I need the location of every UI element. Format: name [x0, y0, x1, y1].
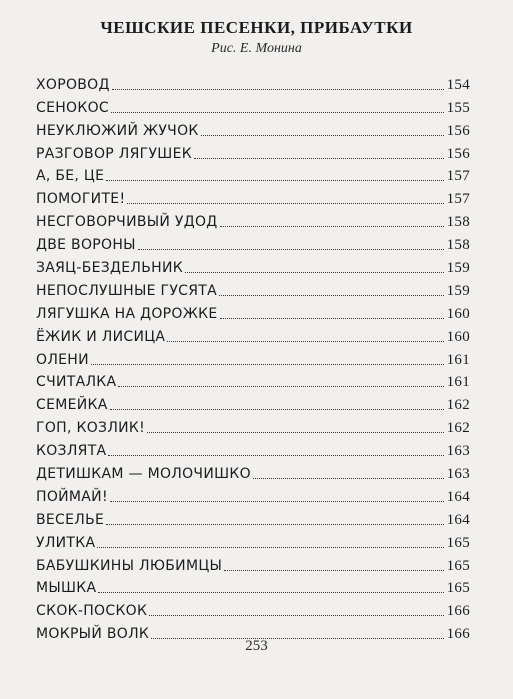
dot-leader — [138, 249, 444, 250]
dot-leader — [224, 570, 443, 571]
toc-entry-page: 159 — [446, 282, 470, 299]
toc-entry — [36, 94, 470, 117]
dot-leader — [253, 478, 444, 479]
toc-entry-title: ЁЖИК И ЛИСИЦА — [36, 328, 166, 345]
toc-entry — [36, 323, 470, 346]
table-of-contents — [36, 71, 470, 643]
toc-entry-title: ЗАЯЦ-БЕЗДЕЛЬНИК — [36, 260, 183, 277]
toc-entry-title: НЕУКЛЮЖИЙ ЖУЧОК — [36, 122, 199, 139]
dot-leader — [167, 341, 443, 342]
toc-entry-page: 158 — [446, 214, 470, 231]
toc-entry-page: 166 — [446, 626, 470, 643]
toc-entry — [36, 163, 470, 186]
dot-leader — [108, 455, 443, 456]
dot-leader — [220, 318, 444, 319]
dot-leader — [220, 226, 444, 227]
toc-entry-title: СЕНОКОС — [36, 99, 110, 116]
toc-entry-title: ДВЕ ВОРОНЫ — [36, 237, 136, 254]
dot-leader — [111, 112, 444, 113]
dot-leader — [118, 386, 443, 387]
dot-leader — [97, 547, 443, 548]
toc-entry-title: НЕСГОВОРЧИВЫЙ УДОД — [36, 214, 218, 231]
toc-entry — [36, 369, 470, 392]
toc-entry — [36, 346, 470, 369]
dot-leader — [127, 203, 443, 204]
toc-entry-title: ВЕСЕЛЬЕ — [36, 511, 105, 528]
toc-entry-page: 165 — [446, 534, 470, 551]
toc-entry-page: 160 — [446, 328, 470, 345]
toc-entry-page: 159 — [446, 260, 470, 277]
toc-entry-title: МОКРЫЙ ВОЛК — [36, 626, 150, 643]
dot-leader — [112, 89, 444, 90]
toc-entry-title: ХОРОВОД — [36, 76, 110, 93]
toc-entry — [36, 185, 470, 208]
toc-entry-title: КОЗЛЯТА — [36, 443, 107, 460]
toc-entry — [36, 529, 470, 552]
toc-entry — [36, 460, 470, 483]
dot-leader — [219, 295, 444, 296]
dot-leader — [147, 432, 444, 433]
toc-entry — [36, 277, 470, 300]
dot-leader — [91, 364, 444, 365]
dot-leader — [149, 615, 443, 616]
illustrator-credit: Рис. Е. Монина — [211, 41, 302, 56]
toc-entry-page: 164 — [446, 488, 470, 505]
toc-entry — [36, 117, 470, 140]
toc-entry-title: А, БЕ, ЦЕ — [36, 168, 105, 185]
section-title: ЧЕШСКИЕ ПЕСЕНКИ, ПРИБАУТКИ — [100, 18, 413, 37]
toc-entry — [36, 575, 470, 598]
toc-entry-page: 156 — [446, 122, 470, 139]
toc-entry-title: СЕМЕЙКА — [36, 397, 108, 414]
toc-entry-page: 155 — [446, 99, 470, 116]
toc-entry-title: РАЗГОВОР ЛЯГУШЕК — [36, 145, 192, 162]
toc-entry-page: 166 — [446, 603, 470, 620]
toc-entry — [36, 414, 470, 437]
toc-entry-page: 160 — [446, 305, 470, 322]
toc-entry-title: ПОМОГИТЕ! — [36, 191, 126, 208]
page-number: 253 — [245, 638, 268, 654]
toc-entry-page: 158 — [446, 237, 470, 254]
toc-entry — [36, 391, 470, 414]
toc-entry-page: 163 — [446, 466, 470, 483]
toc-entry — [36, 506, 470, 529]
toc-entry-title: ОЛЕНИ — [36, 351, 89, 368]
dot-leader — [98, 592, 443, 593]
toc-entry-title: ГОП, КОЗЛИК! — [36, 420, 146, 437]
toc-entry-page: 165 — [446, 580, 470, 597]
toc-entry-title: БАБУШКИНЫ ЛЮБИМЦЫ — [36, 557, 223, 574]
toc-entry — [36, 231, 470, 254]
toc-entry — [36, 254, 470, 277]
toc-entry — [36, 140, 470, 163]
toc-entry-page: 162 — [446, 420, 470, 437]
toc-entry-page: 164 — [446, 511, 470, 528]
dot-leader — [201, 135, 444, 136]
toc-entry — [36, 597, 470, 620]
toc-entry-title: МЫШКА — [36, 580, 97, 597]
toc-entry-page: 161 — [446, 351, 470, 368]
toc-entry-title: СКОК-ПОСКОК — [36, 603, 148, 620]
toc-entry-page: 161 — [446, 374, 470, 391]
toc-entry-page: 154 — [446, 76, 470, 93]
toc-entry-title: НЕПОСЛУШНЫЕ ГУСЯТА — [36, 282, 218, 299]
toc-entry — [36, 483, 470, 506]
dot-leader — [106, 180, 443, 181]
toc-entry — [36, 552, 470, 575]
toc-entry-title: СЧИТАЛКА — [36, 374, 117, 391]
dot-leader — [110, 501, 444, 502]
toc-entry-page: 157 — [446, 191, 470, 208]
toc-entry-title: ДЕТИШКАМ — МОЛОЧИШКО — [36, 466, 251, 483]
toc-entry-page: 156 — [446, 145, 470, 162]
toc-entry — [36, 208, 470, 231]
toc-entry-page: 162 — [446, 397, 470, 414]
toc-entry-page: 165 — [446, 557, 470, 574]
dot-leader — [110, 409, 444, 410]
toc-entry-title: ПОЙМАЙ! — [36, 488, 108, 505]
toc-entry-page: 163 — [446, 443, 470, 460]
toc-entry — [36, 300, 470, 323]
toc-entry-title: ЛЯГУШКА НА ДОРОЖКЕ — [36, 305, 218, 322]
toc-entry — [36, 71, 470, 94]
dot-leader — [194, 158, 444, 159]
toc-entry-page: 157 — [446, 168, 470, 185]
toc-entry — [36, 437, 470, 460]
toc-entry-title: УЛИТКА — [36, 534, 96, 551]
dot-leader — [106, 524, 443, 525]
dot-leader — [185, 272, 444, 273]
